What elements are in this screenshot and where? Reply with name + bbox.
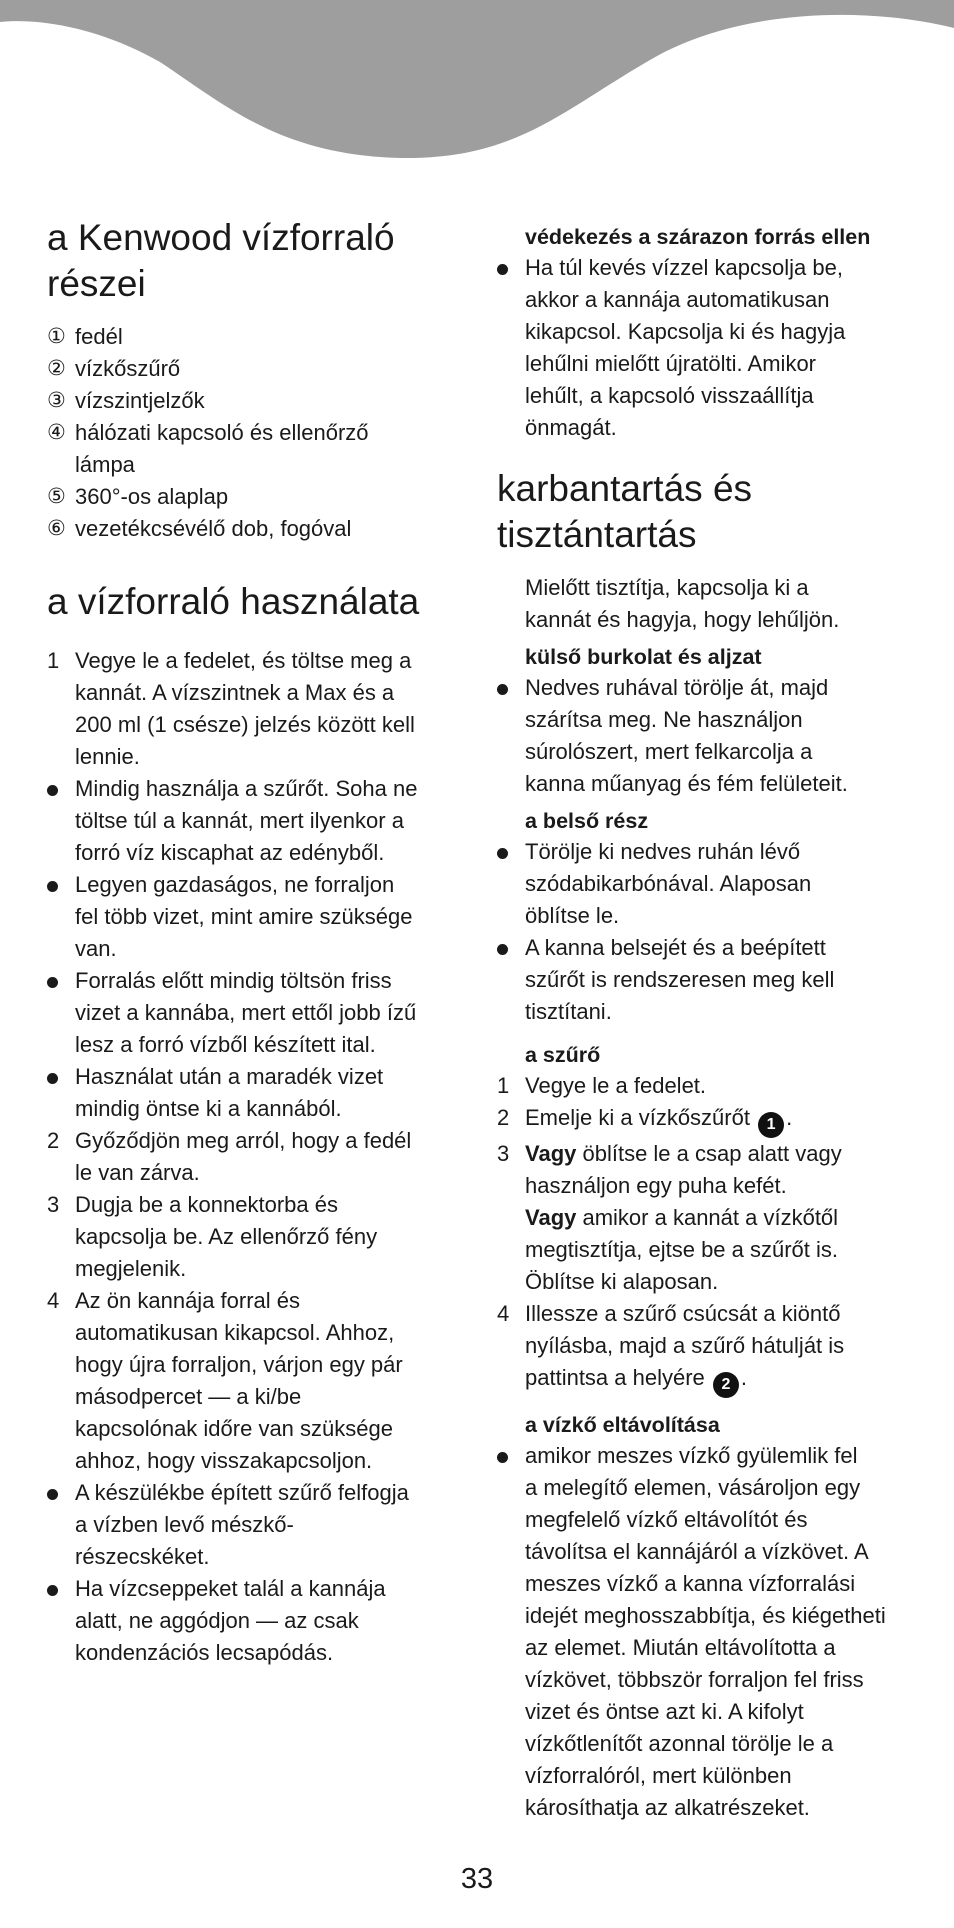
item-number: ② [47,357,66,380]
filter-heading: a szűrő [525,1043,601,1067]
parts-item [47,481,467,513]
bullet-marker [497,672,525,800]
item-number: 1 [47,648,60,673]
bullet-marker [47,773,75,869]
maintenance-title: karbantartás és tisztántartás [497,468,753,555]
inner-heading: a belső rész [525,809,649,833]
usage-text: Dugja be a konnektorba és kapcsolja be. Az ellenőrző fény megjelenik. [75,1192,378,1281]
usage-text: Vegye le a fedelet, és töltse meg a kannát. A vízszintnek a Max és a 200 ml (1 csésze) jelzés között kell lennie. [75,648,415,769]
right-column [497,222,917,1824]
outer-item [497,672,917,800]
step-number: 2 [497,1105,510,1130]
item-number: 3 [47,1192,60,1217]
usage-text: A készülékbe épített szűrő felfogja a vízben levő mészkő- részecskéket. [75,1480,409,1569]
filter-step-2-text [525,1102,917,1138]
or-keyword: Vagy [525,1205,577,1230]
filter-step-4-end: . [740,1365,748,1390]
header-wave [0,0,954,160]
bullet-marker [497,1440,525,1824]
bullet-marker [47,1061,75,1125]
usage-text: Legyen gazdaságos, ne forraljon fel több vizet, mint amire szüksége van. [75,872,413,961]
outer-heading: külső burkolat és aljzat [525,645,762,669]
usage-item [47,1061,467,1125]
maintenance-intro: Mielőtt tisztítja, kapcsolja ki a kannát és hagyja, hogy lehűljön. [525,575,840,632]
item-number: ④ [47,421,66,444]
parts-text: vezetékcsévélő dob, fogóval [75,516,352,541]
step-number: 1 [497,1073,510,1098]
dry-boil-text: Ha túl kevés vízzel kapcsolja be, akkor a kannája automatikusan kikapcsol. Kapcsolja ki és hagyja lehűlni mielőtt újratölti. Amikor lehűlt, a kapcsoló visszaállítja önmagát. [525,255,846,440]
item-number: ⑤ [47,485,66,508]
parts-text: hálózati kapcsoló és ellenőrző lámpa [75,420,369,477]
filter-step-2-body: Emelje ki a vízkőszűrőt [525,1105,750,1130]
usage-item [47,773,467,869]
bullet-marker [497,932,525,1028]
parts-list [47,321,467,545]
filter-step-1-text: Vegye le a fedelet. [525,1073,707,1098]
filter-step-3 [497,1138,917,1298]
left-column [47,215,467,1669]
item-number: ① [47,325,66,348]
filter-step-4-text [525,1298,917,1398]
or-keyword: Vagy [525,1141,577,1166]
bullet-marker [497,252,525,444]
filter-step-3-text [525,1138,917,1298]
dry-boil-heading: védekezés a szárazon forrás ellen [525,225,871,249]
usage-item [47,1189,467,1285]
filter-step-2-end: . [786,1105,793,1130]
page-number: 33 [460,1863,494,1895]
usage-text: Ha vízcseppeket talál a kannája alatt, ne aggódjon — az csak kondenzációs lecsapódás. [75,1576,386,1665]
outer-text: Nedves ruhával törölje át, majd szárítsa meg. Ne használjon súrolószert, mert felkarcolja a kanna műanyag és fém felületeit. [525,675,848,796]
item-number: ③ [47,389,66,412]
item-number: ⑥ [47,517,66,540]
usage-item [47,1573,467,1669]
inner-text-2: A kanna belsejét és a beépített szűrőt is rendszeresen meg kell tisztítani. [525,935,835,1024]
step-number: 3 [497,1141,510,1166]
figure-ref-2-icon: 2 [713,1372,739,1398]
usage-item [47,965,467,1061]
inner-text-1: Törölje ki nedves ruhán lévő szódabikarbónával. Alaposan öblítse le. [525,839,812,928]
item-number: 4 [47,1288,60,1313]
filter-step-2 [497,1102,917,1138]
parts-text: vízszintjelzők [75,388,205,413]
usage-item [47,1125,467,1189]
usage-item [47,645,467,773]
usage-list [47,645,467,1669]
bullet-marker [47,1573,75,1669]
usage-item [47,1285,467,1477]
parts-item [47,353,467,385]
descale-text: amikor meszes vízkő gyülemlik fel a melegítő elemen, vásároljon egy megfelelő vízkő eltávolítót és távolítsa el kannájáról a vízkövet. A meszes vízkő a kanna vízforralási idejét meghosszabbítja, és kiégetheti az elemet. Miután eltávolította a vízkövet, többször forraljon fel friss vizet és öntse azt ki. A kifolyt vízkőtlenítőt azonnal törölje le a vízforralóról, mert különben károsíthatja az alkatrészeket. [525,1443,886,1820]
parts-item [47,417,467,481]
dry-boil-item [497,252,917,444]
descale-item [497,1440,917,1824]
item-number: 2 [47,1128,60,1153]
parts-item [47,385,467,417]
inner-item [497,932,917,1028]
bullet-marker [47,965,75,1061]
parts-title: a Kenwood vízforraló részei [47,217,395,304]
step-number: 4 [497,1301,510,1326]
parts-text: fedél [75,324,123,349]
descale-heading: a vízkő eltávolítása [525,1413,720,1437]
parts-item [47,321,467,353]
filter-step-3b-body: amikor a kannát a vízkőtől megtisztítja, ejtse be a szűrőt is. Öblítse ki alaposan. [525,1205,839,1294]
usage-text: Mindig használja a szűrőt. Soha ne töltse túl a kannát, mert ilyenkor a forró víz kiscaphat az edényből. [75,776,418,865]
filter-step-4 [497,1298,917,1398]
figure-ref-1-icon: 1 [758,1112,784,1138]
filter-step-3-body: öblítse le a csap alatt vagy használjon egy puha kefét. [525,1141,842,1198]
parts-item [47,513,467,545]
filter-step-4-body: Illessze a szűrő csúcsát a kiöntő nyílásba, majd a szűrő hátulját is pattintsa a helyére [525,1301,845,1390]
usage-text: Győződjön meg arról, hogy a fedél le van zárva. [75,1128,412,1185]
bullet-marker [497,836,525,932]
usage-text: Az ön kannája forral és automatikusan kikapcsol. Ahhoz, hogy újra forraljon, várjon egy pár másodpercet — a ki/be kapcsolónak időre van szüksége ahhoz, hogy visszakapcsoljon. [75,1288,403,1473]
header-wave-shape [0,0,954,158]
usage-title: a vízforraló használata [47,581,420,622]
usage-text: Használat után a maradék vizet mindig öntse ki a kannából. [75,1064,384,1121]
bullet-marker [47,1477,75,1573]
filter-step-1 [497,1070,917,1102]
inner-item [497,836,917,932]
usage-item [47,869,467,965]
bullet-marker [47,869,75,965]
usage-item [47,1477,467,1573]
usage-text: Forralás előtt mindig töltsön friss vizet a kannába, mert ettől jobb ízű lesz a forró vízből készített ital. [75,968,417,1057]
parts-text: 360°-os alaplap [75,484,229,509]
parts-text: vízkőszűrő [75,356,181,381]
